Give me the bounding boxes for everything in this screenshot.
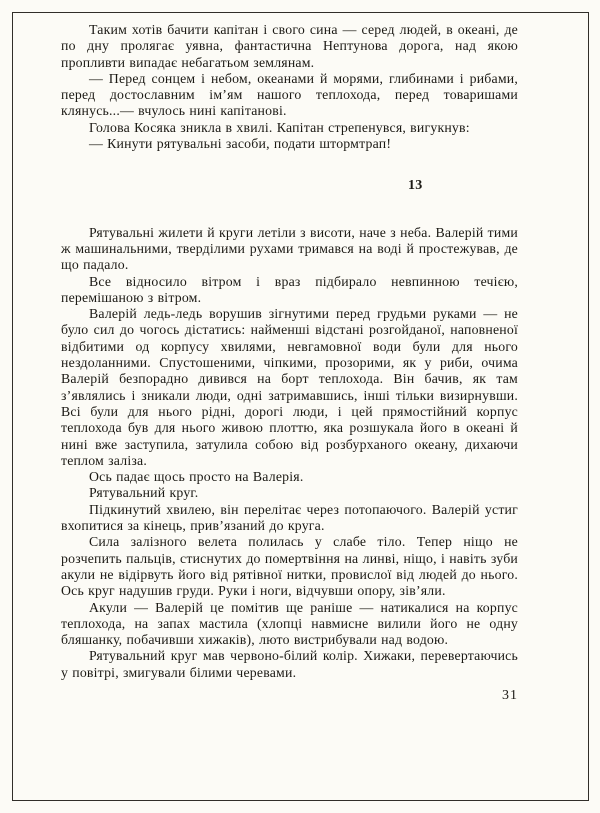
paragraph-dialogue: — Кинути рятувальні засоби, подати штормтрап!	[89, 136, 392, 152]
paragraph-dialogue: — Перед сонцем і небом, океанами й морями, глибинами і рибами, перед достославним ім’ям нашого теплохода, перед товаришами клянусь...— вчулось нині капітанові.	[61, 70, 518, 119]
text-block	[61, 22, 518, 704]
paragraph: Сила залізного велета полилась у слабе тіло. Тепер ніщо не розчепить пальців, стиснутих до помертвіння на линві, ніщо, і навіть зуби акули не відірвуть його від рятівної нитки, провислої від людей до нього. Ось круг надушив груди. Руки і ноги, відчувши опору, зів’яли.	[61, 534, 518, 599]
paragraph: Ось падає щось просто на Валерія.	[89, 469, 304, 485]
paragraph: Таким хотів бачити капітан і свого сина — серед людей, в океані, де по дну пролягає уявна, фантастична Нептунова дорога, над якою пропливти випадає небагатьом землянам.	[61, 22, 518, 70]
page-number: 31	[502, 687, 518, 703]
section-number: 13	[408, 178, 423, 194]
paragraph: Голова Косяка зникла в хвилі. Капітан стрепенувся, вигукнув:	[89, 119, 470, 135]
paragraph: Все відносило вітром і враз підбирало невпинною течією, перемішаною з вітром.	[61, 273, 518, 305]
paragraph: Рятувальні жилети й круги летіли з висоти, наче з неба. Валерій тими ж машинальними, тверділими рухами тримався на воді й простежував, де що падало.	[61, 224, 518, 273]
paragraph: Рятувальний круг мав червоно-білий колір. Хижаки, перевертаючись у повітрі, змигували білими черевами.	[61, 648, 518, 680]
paragraph: Рятувальний круг.	[89, 485, 199, 501]
paragraph: Валерій ледь-ледь ворушив зігнутими перед грудьми руками — не було сил до чогось дістатись: найменші відстані розгойданої, наповненої відбитими од корпусу хвилями, невгамовної води були для нього нездоланними. Спустошеними, чіпкими, прозорими, як у риби, очима Валерій безпорадно дивився на борт теплохода. Він бачив, як там з’являлись і зникали люди, одні затримавшись, інші тільки визирнувши. Всі були для нього рідні, дорогі люди, і цей прямостійний корпус теплохода був для нього живою плоттю, яка розшукала його в океані й нині вже заступила, затулила собою від розбурханого океану, дихаючи теплом заліза.	[61, 306, 518, 468]
paragraph: Акули — Валерій це помітив ще раніше — натикалися на корпус теплохода, на запах мастила (хлопці навмисне вилили його не одну бляшанку, побачивши хижаків), люто вистрибували над водою.	[61, 599, 518, 648]
paragraph: Підкинутий хвилею, він перелітає через потопаючого. Валерій устиг вхопитися за кінець, прив’язаний до круга.	[61, 501, 518, 534]
